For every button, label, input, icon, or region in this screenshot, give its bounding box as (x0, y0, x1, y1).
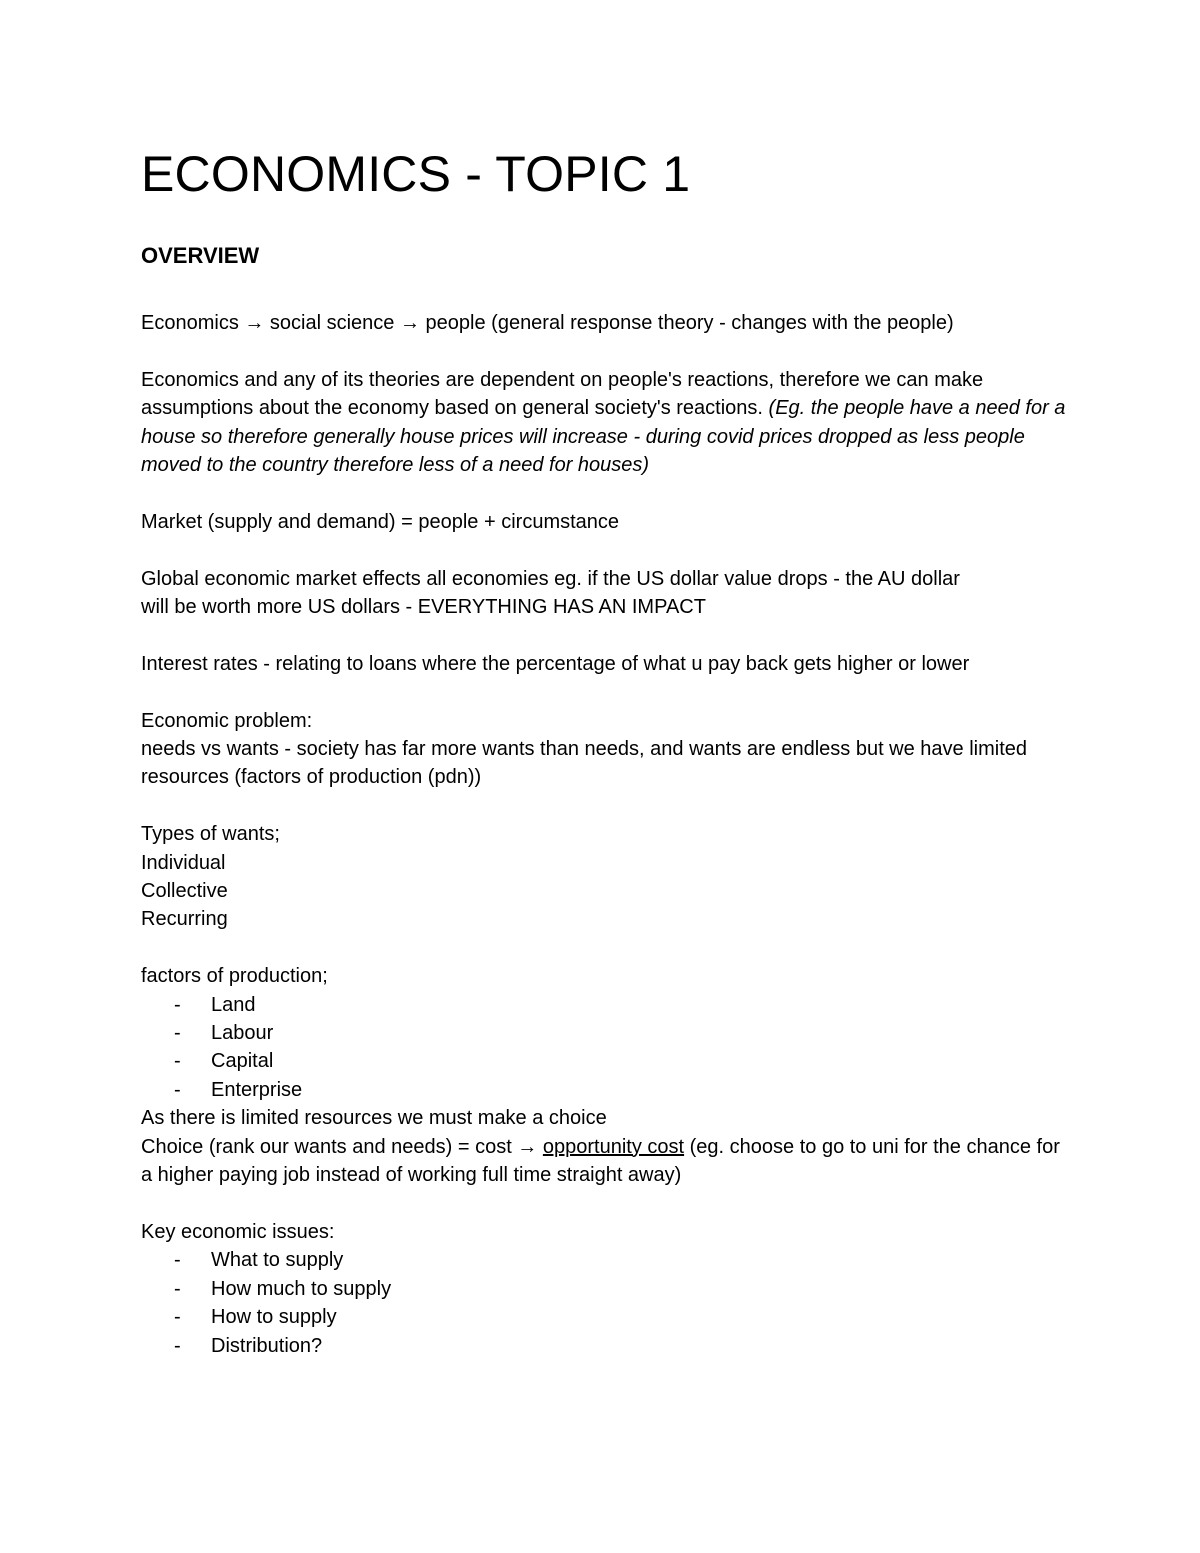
paragraph-theories (141, 366, 1071, 480)
paragraph-economic-problem-text: needs vs wants - society has far more wants than needs, and wants are endless but we have limited resources (factors of production (pdn)) (141, 738, 1028, 789)
paragraph-market: Market (supply and demand) = people + circumstance (141, 510, 620, 533)
dash-bullet: - (174, 993, 181, 1016)
dash-bullet: - (174, 1334, 181, 1357)
dash-bullet: - (174, 1277, 181, 1300)
section-heading-overview: OVERVIEW (141, 243, 260, 268)
paragraph-global-market-line2: will be worth more US dollars - EVERYTHING HAS AN IMPACT (141, 596, 706, 619)
paragraph-theories-example: (Eg. the people have a need for a house so therefore generally house prices will increase - during covid prices dropped as less people moved to the country therefore less of a need for houses) (141, 397, 1066, 477)
dash-bullet: - (174, 1022, 181, 1045)
wants-item: Collective (141, 880, 228, 903)
choice-line2: Choice (rank our wants and needs) = cost → opportunity cost (eg. choose to go to uni for the chance for a higher paying job instead of working full time straight away) (141, 1135, 1060, 1187)
dash-bullet: - (174, 1078, 181, 1101)
factors-item: - Enterprise (141, 1076, 1071, 1104)
dash-bullet: - (174, 1306, 181, 1329)
paragraph-global-market-line1: Global economic market effects all economies eg. if the US dollar value drops - the AU dollar (141, 567, 960, 590)
dash-bullet: - (174, 1249, 181, 1272)
opportunity-cost-term: opportunity cost (542, 1135, 685, 1158)
issues-item: - Distribution? (141, 1332, 1071, 1360)
paragraph-interest-rates: Interest rates - relating to loans where the percentage of what u pay back gets higher or lower (141, 652, 970, 675)
paragraph-global-market (141, 565, 1071, 622)
issues-item: - What to supply (141, 1246, 1071, 1274)
factors-item: - Labour (141, 1019, 1071, 1047)
paragraph-economic-problem-label: Economic problem: (141, 709, 313, 732)
document-page (141, 142, 1071, 1360)
wants-item: Individual (141, 851, 226, 874)
paragraph-theories-text: Economics and any of its theories are dependent on people's reactions, therefore we can make assumptions about the economy based on general society's reactions. (141, 368, 984, 420)
issues-list (141, 1246, 1071, 1360)
factors-item: - Capital (141, 1047, 1071, 1075)
dash-bullet: - (174, 1050, 181, 1073)
choice-line1: As there is limited resources we must make a choice (141, 1107, 607, 1130)
factors-list (141, 991, 1071, 1105)
wants-item: Recurring (141, 908, 228, 931)
document-title: ECONOMICS - TOPIC 1 (141, 146, 691, 202)
issues-item: - How much to supply (141, 1275, 1071, 1303)
wants-label: Types of wants; (141, 823, 280, 846)
paragraph-economics-definition: Economics → social science → people (general response theory - changes with the people) (141, 312, 954, 334)
issues-item: - How to supply (141, 1303, 1071, 1331)
factors-label: factors of production; (141, 965, 328, 988)
factors-item: - Land (141, 991, 1071, 1019)
issues-label: Key economic issues: (141, 1220, 335, 1243)
